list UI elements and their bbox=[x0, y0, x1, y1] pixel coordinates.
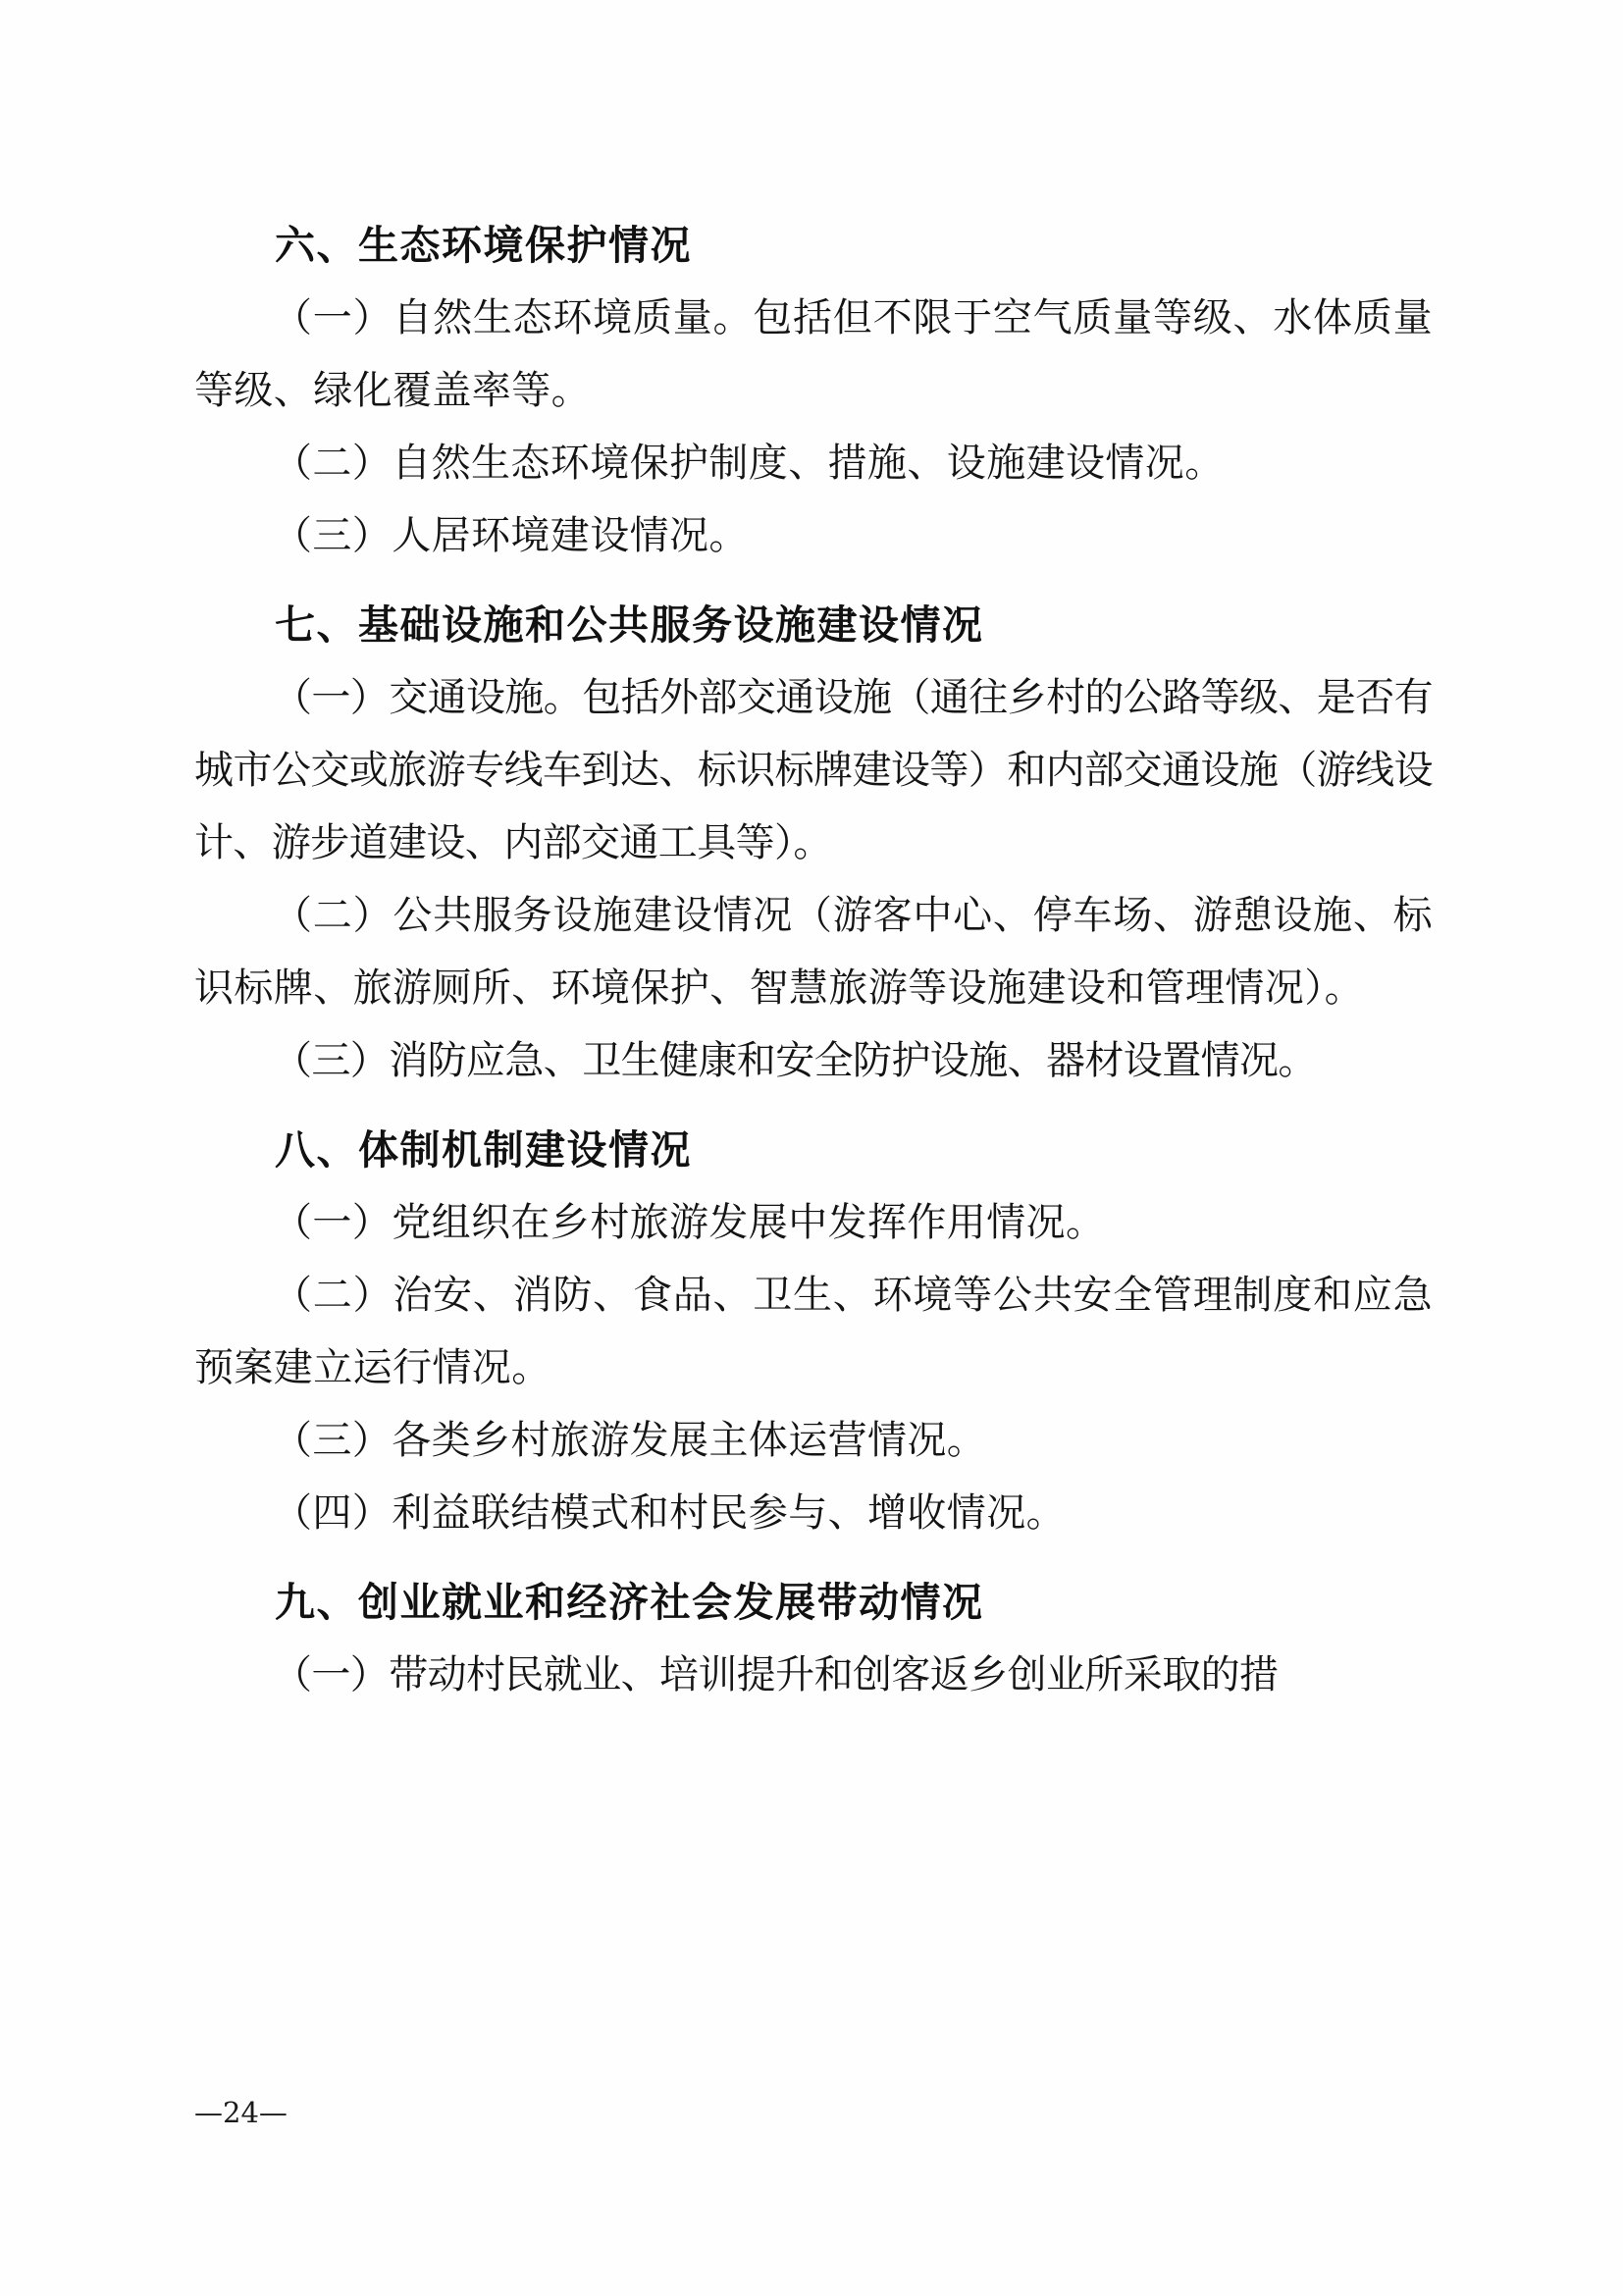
section-heading-7: 七、基础设施和公共服务设施建设情况 bbox=[275, 601, 984, 649]
section-7-paragraph-1: （一）交通设施。包括外部交通设施（通往乡村的公路等级、是否有城市公交或旅游专线车到达、标识标牌建设等）和内部交通设施（游线设计、游步道建设、内部交通工具等）。 bbox=[194, 675, 1433, 865]
section-heading-6: 六、生态环境保护情况 bbox=[275, 222, 692, 269]
section-8-paragraph-2: （二）治安、消防、食品、卫生、环境等公共安全管理制度和应急预案建立运行情况。 bbox=[194, 1273, 1433, 1390]
section-heading-8: 八、体制机制建设情况 bbox=[275, 1126, 692, 1174]
section-6-paragraph-1: （一）自然生态环境质量。包括但不限于空气质量等级、水体质量等级、绿化覆盖率等。 bbox=[194, 295, 1433, 413]
section-heading-9: 九、创业就业和经济社会发展带动情况 bbox=[275, 1579, 984, 1626]
page-content bbox=[194, 192, 1433, 1711]
section-7-paragraph-2: （二）公共服务设施建设情况（游客中心、停车场、游憩设施、标识标牌、旅游厕所、环境保护、智慧旅游等设施建设和管理情况）。 bbox=[194, 893, 1433, 1011]
section-6-paragraph-3: （三）人居环境建设情况。 bbox=[273, 513, 749, 558]
section-8-paragraph-3: （三）各类乡村旅游发展主体运营情况。 bbox=[273, 1418, 987, 1463]
section-9-paragraph-1: （一）带动村民就业、培训提升和创客返乡创业所采取的措 bbox=[273, 1652, 1279, 1697]
section-6-paragraph-2: （二）自然生态环境保护制度、措施、设施建设情况。 bbox=[273, 441, 1225, 486]
page-number: —24— bbox=[194, 2096, 288, 2129]
section-8-paragraph-4: （四）利益联结模式和村民参与、增收情况。 bbox=[273, 1490, 1066, 1536]
section-7-paragraph-3: （三）消防应急、卫生健康和安全防护设施、器材设置情况。 bbox=[273, 1038, 1317, 1083]
section-8-paragraph-1: （一）党组织在乡村旅游发展中发挥作用情况。 bbox=[273, 1200, 1106, 1245]
